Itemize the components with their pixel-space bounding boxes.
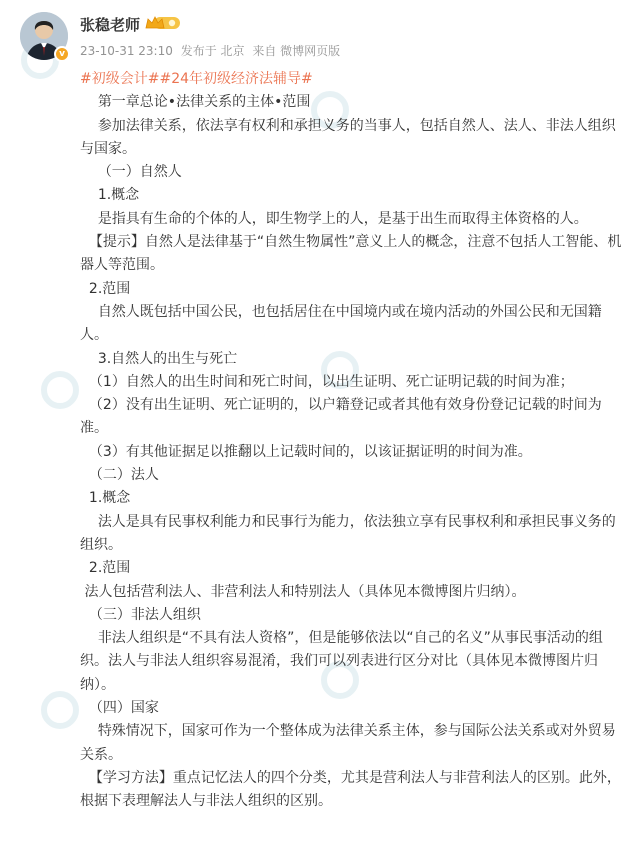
post-meta [80,42,344,59]
body-paragraph: 【学习方法】重点记忆法人的四个分类，尤其是营利法人与非营利法人的区别。此外，根据下表理解法人与非法人组织的区别。 [80,769,621,810]
body-paragraph: 2.范围 [80,280,131,297]
body-paragraph: 法人包括营利法人、非营利法人和特别法人（具体见本微博图片归纳）。 [80,583,526,600]
verified-badge-icon: v [54,46,70,62]
crown-badge-icon[interactable] [144,14,182,32]
body-paragraph: （二）法人 [80,467,159,484]
body-paragraph: 3.自然人的出生与死亡 [80,350,238,367]
body-paragraph: 1.概念 [80,187,140,204]
topic-tags[interactable]: #初级会计##24年初级经济法辅导# [80,71,313,87]
post-location: 发布于 北京 [180,44,245,58]
body-paragraph: （四）国家 [80,700,159,717]
body-paragraph: （3）有其他证据足以推翻以上记载时间的，以该证据证明的时间为准。 [80,443,532,460]
body-paragraph: （三）非法人组织 [80,606,201,623]
body-paragraph: 自然人既包括中国公民，也包括居住在中国境内或在境内活动的外国公民和无国籍人。 [80,303,602,344]
body-paragraph: 是指具有生命的个体的人，即生物学上的人，是基于出生而取得主体资格的人。 [80,210,588,227]
body-paragraph: 法人是具有民事权利能力和民事行为能力，依法独立享有民事权利和承担民事义务的组织。 [80,513,616,553]
body-paragraph: （1）自然人的出生时间和死亡时间，以出生证明、死亡证明记载的时间为准； [80,373,574,390]
body-paragraph: （2）没有出生证明、死亡证明的，以户籍登记或者其他有效身份登记记载的时间为准。 [80,397,602,437]
body-paragraph: 第一章总论•法律关系的主体•范围 [80,94,311,111]
body-paragraph: 2.范围 [80,560,131,577]
body-paragraph: 参加法律关系，依法享有权利和承担义务的当事人，包括自然人、法人、非法人组织与国家。 [80,117,616,157]
post-header [18,10,618,68]
post-body [80,68,625,814]
post-source: 来自 微博网页版 [252,44,341,58]
body-paragraph: 特殊情况下，国家可作为一个整体成为法律关系主体，参与国际公法关系或对外贸易关系。 [80,723,616,763]
body-paragraph: 【提示】自然人是法律基于“自然生物属性”意义上人的概念，注意不包括人工智能、机器人等范围。 [80,234,622,274]
body-paragraph: 非法人组织是“不具有法人资格”，但是能够依法以“自己的名义”从事民事活动的组织。法人与非法人组织容易混淆，我们可以列表进行区分对比（具体见本微博图片归纳）。 [80,630,603,693]
body-paragraph: 1.概念 [80,490,131,507]
post-time[interactable]: 23-10-31 23:10 [80,44,173,58]
author-name[interactable]: 张稳老师 [80,16,141,34]
body-paragraph: （一）自然人 [80,164,182,181]
